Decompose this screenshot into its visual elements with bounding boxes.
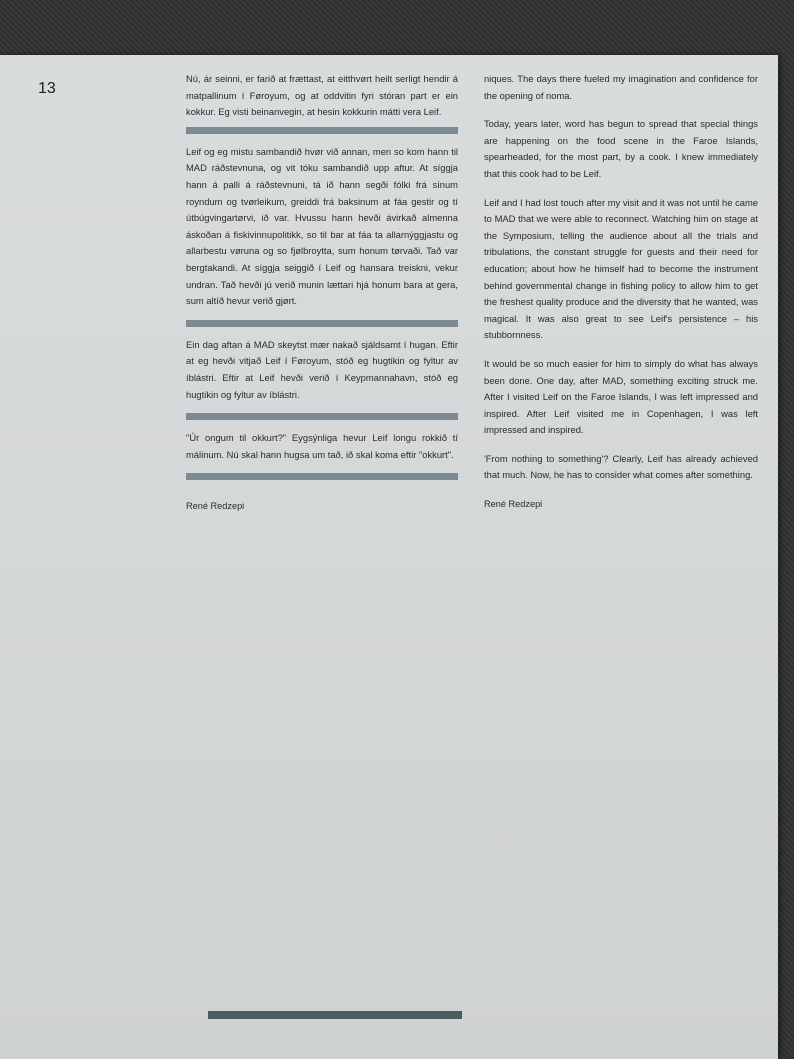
divider-bar: [186, 413, 458, 420]
left-paragraph-1: Nú, ár seinni, er farið at frættast, at eitthvørt heilt serligt hendir á matpallinum í Føroyum, og at oddvitin fyri stóran part er ein kokkur. Eg visti beinanvegin, at hesin kokkurin mátti vera Leif.: [186, 73, 458, 118]
left-signature: René Redzepi: [186, 501, 245, 512]
right-paragraph-3: Leif and I had lost touch after my visit and it was not until he came to MAD that we were able to reconnect. Watching him on stage at the Symposium, telling the audience about all the trials and tribulations, the constant struggle for guests and their need for education; about how he himself had to become the instrument behind governmental change in fishing policy to allow him to get the freshest quality produce and the diversity that he wanted, was magical. It was also great to see Leif's persistence – his stubbornness.: [484, 196, 758, 341]
divider-bar: [186, 320, 458, 327]
page-number: 13: [38, 80, 56, 97]
left-paragraph-4: "Úr ongum til okkurt?" Eygsýnliga hevur Leif longu rokkið tí málinum. Nú skal hann hugsa um tað, ið skal koma eftir "okkurt".: [186, 432, 458, 460]
right-column-english: [484, 71, 758, 513]
right-paragraph-4: It would be so much easier for him to simply do what has always been done. One day, after MAD, something exciting struck me. After I visited Leif on the Faroe Islands, I was left impressed and inspired. After Leif visited me in Copenhagen, I was left impressed and inspired.: [484, 357, 758, 436]
left-column-faroese: [186, 71, 458, 515]
right-paragraph-2: Today, years later, word has begun to spread that special things are happening on the food scene in the Faroe Islands, spearheaded, for the most part, by a cook. I knew immediately that this cook had to be Leif.: [484, 118, 758, 179]
left-paragraph-3: Ein dag aftan á MAD skeytst mær nakað sjáldsamt í hugan. Eftir at eg hevði vitjað Leif í Føroyum, stóð eg hugtikin og fyltur av íblástri. Eftir at Leif hevði verið í Keypmannahavn, stóð eg hugtikin og fyltur av íblástri.: [186, 338, 458, 400]
right-paragraph-1: niques. The days there fueled my imagination and confidence for the opening of noma.: [484, 73, 758, 101]
right-signature: René Redzepi: [484, 499, 543, 510]
right-paragraph-5: 'From nothing to something'? Clearly, Leif has already achieved that much. Now, he has to consider what comes after something.: [484, 452, 758, 481]
left-paragraph-2: Leif og eg mistu sambandið hvør við annan, men so kom hann til MAD ráðstevnuna, og vit tóku sambandið upp aftur. At síggja hann á palli á ráðstevnuni, tá ið hann segði fólki frá sínum royndum og tvørleikum, greiddi frá baksinum at fáa gestir og tí útbúgvingartørvi, ið var. Hvussu hann hevði ávirkað almenna áskoðan á fiskivinnupolitikk, so til bar at fáa ta allarnýggjastu og allarbestu vøruna og so fjølbroytta, sum honum tørvaði. Tað var bergtakandi. At síggja seiggið í Leif og hansara treiskni, vekur undran. Tað hevði jú verið munin lættari hjá honum bara at gera, sum altíð hevur verið gjørt.: [186, 145, 458, 307]
book-page: [0, 55, 778, 1059]
bottom-divider-bar: [208, 1011, 462, 1019]
divider-bar: [186, 127, 458, 134]
divider-bar: [186, 473, 458, 480]
